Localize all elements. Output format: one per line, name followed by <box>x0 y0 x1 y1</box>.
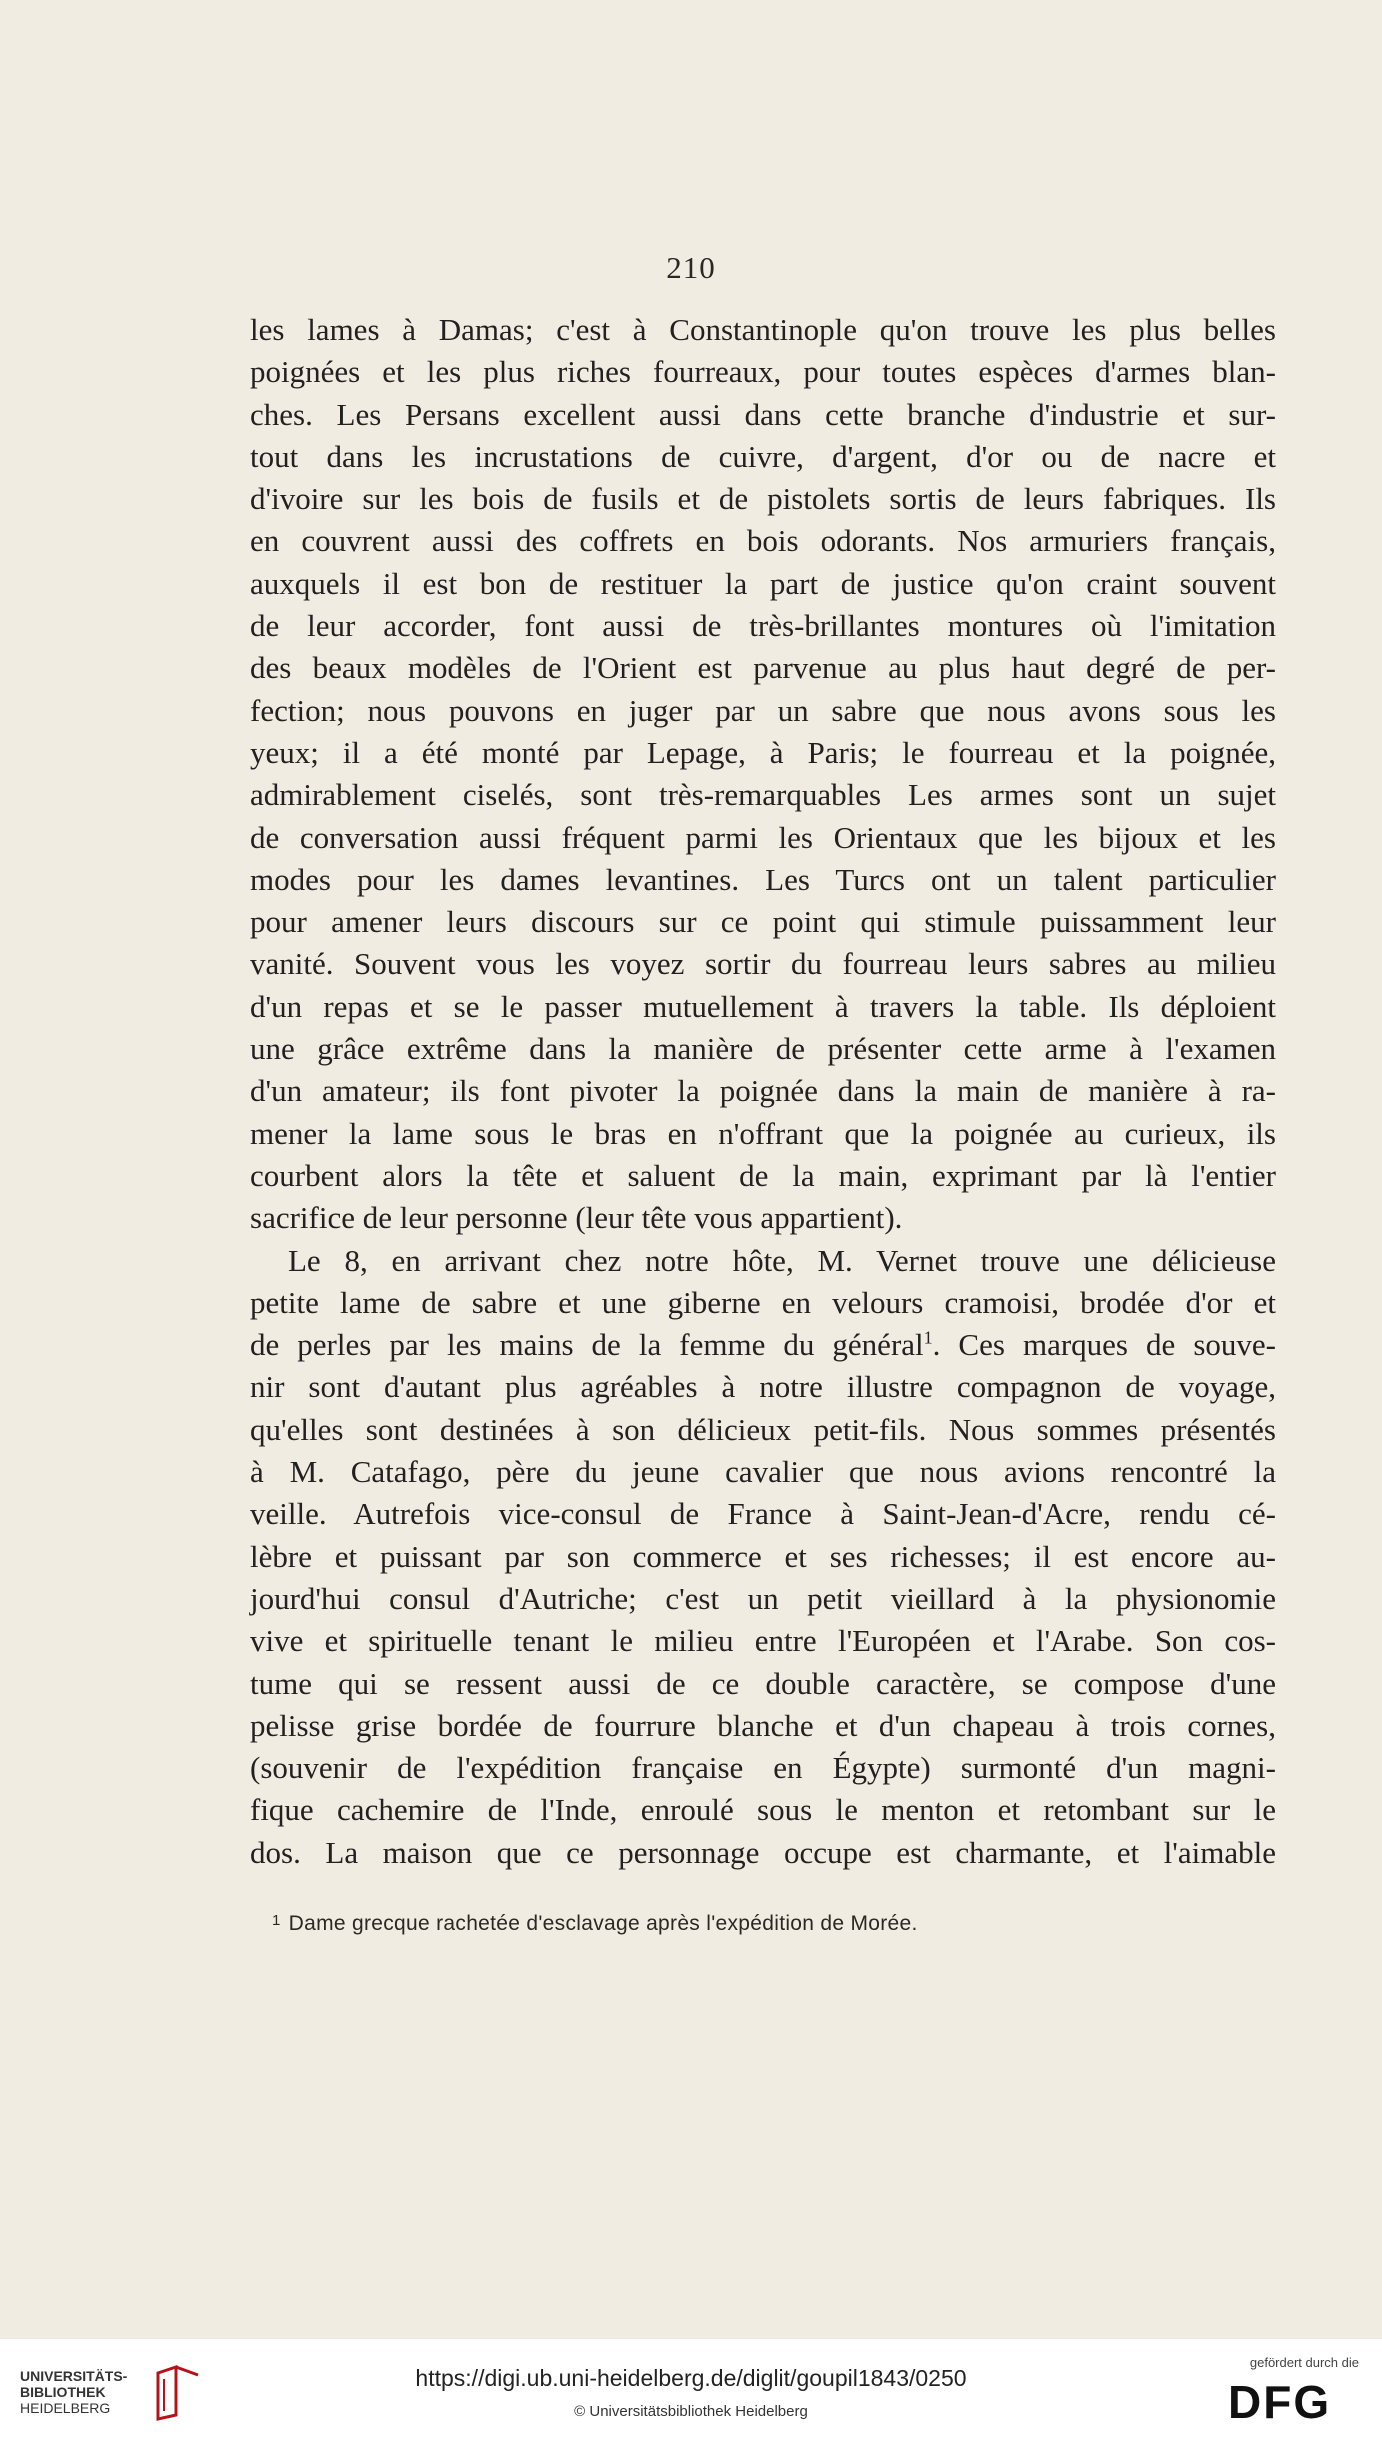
funding-caption: gefördert durch die <box>1249 2355 1359 2370</box>
text-line: de leur accorder, font aussi de très-brillantes montures où l'imitation <box>250 608 1276 644</box>
library-name-line: HEIDELBERG <box>20 2400 111 2416</box>
text-line: fique cachemire de l'Inde, enroulé sous le menton et retombant sur le <box>250 1792 1276 1828</box>
text-line: poignées et les plus riches fourreaux, pour toutes espèces d'armes blan- <box>250 354 1276 390</box>
library-name-line: UNIVERSITÄTS- <box>20 2368 128 2384</box>
body-text <box>250 309 1276 1874</box>
footnote-mark: 1 <box>272 1912 281 1929</box>
text-line: veille. Autrefois vice-consul de France à Saint-Jean-d'Acre, rendu cé- <box>250 1496 1276 1532</box>
text-line: à M. Catafago, père du jeune cavalier que nous avions rencontré la <box>250 1454 1276 1490</box>
footnote-reference: 1 <box>923 1327 933 1348</box>
text-line: pelisse grise bordée de fourrure blanche et d'un chapeau à trois cornes, <box>250 1707 1276 1743</box>
text-line: (souvenir de l'expédition française en Égypte) surmonté d'un magni- <box>250 1750 1276 1786</box>
dfg-logo: DFG <box>1228 2376 1332 2428</box>
text-line: modes pour les dames levantines. Les Turcs ont un talent particulier <box>250 861 1276 897</box>
text-line: d'ivoire sur les bois de fusils et de pistolets sortis de leurs fabriques. Ils <box>250 481 1276 517</box>
text-line: courbent alors la tête et saluent de la main, exprimant par là l'entier <box>250 1157 1276 1193</box>
copyright-notice: © Universitätsbibliothek Heidelberg <box>574 2403 808 2420</box>
footnote <box>272 1912 1272 1936</box>
text-line: sacrifice de leur personne (leur tête vous appartient). <box>250 1200 903 1236</box>
text-line: mener la lame sous le bras en n'offrant que la poignée au curieux, ils <box>250 1115 1276 1151</box>
text-line: tout dans les incrustations de cuivre, d'argent, d'or ou de nacre et <box>250 438 1276 474</box>
text-line: auxquels il est bon de restituer la part de justice qu'on craint souvent <box>250 565 1276 601</box>
text-line: nir sont d'autant plus agréables à notre illustre compagnon de voyage, <box>250 1369 1276 1405</box>
text-line: yeux; il a été monté par Lepage, à Paris; le fourreau et la poignée, <box>250 734 1276 770</box>
page-number: 210 <box>666 250 716 285</box>
text-line: jourd'hui consul d'Autriche; c'est un petit vieillard à la physionomie <box>250 1580 1276 1616</box>
text-line: admirablement ciselés, sont très-remarquables Les armes sont un sujet <box>250 777 1276 813</box>
viewer-footer <box>0 2338 1382 2442</box>
text-segment: de perles par les mains de la femme du général <box>250 1327 924 1363</box>
text-line: de conversation aussi fréquent parmi les Orientaux que les bijoux et les <box>250 819 1276 855</box>
text-line: vive et spirituelle tenant le milieu entre l'Européen et l'Arabe. Son cos- <box>250 1623 1276 1659</box>
text-line: fection; nous pouvons en juger par un sabre que nous avons sous les <box>250 692 1276 728</box>
text-line: des beaux modèles de l'Orient est parvenue au plus haut degré de per- <box>250 650 1276 686</box>
library-name-line: BIBLIOTHEK <box>20 2384 106 2400</box>
text-line: ches. Les Persans excellent aussi dans cette branche d'industrie et sur- <box>250 396 1276 432</box>
text-segment: . Ces marques de souve- <box>932 1327 1276 1363</box>
text-line-with-footnote <box>250 1324 1276 1366</box>
text-line: petite lame de sabre et une giberne en velours cramoisi, brodée d'or et <box>250 1284 1276 1320</box>
footnote-text: Dame grecque rachetée d'esclavage après l'expédition de Morée. <box>288 1912 918 1935</box>
text-line: les lames à Damas; c'est à Constantinople qu'on trouve les plus belles <box>250 312 1276 347</box>
text-line: tume qui se ressent aussi de ce double caractère, se compose d'une <box>250 1665 1276 1701</box>
dfg-badge[interactable] <box>1224 2355 1369 2435</box>
text-line: une grâce extrême dans la manière de présenter cette arme à l'examen <box>250 1031 1276 1067</box>
text-line: d'un repas et se le passer mutuellement à travers la table. Ils déploient <box>250 988 1276 1024</box>
text-line: pour amener leurs discours sur ce point qui stimule puissamment leur <box>250 904 1276 940</box>
text-line: dos. La maison que ce personnage occupe est charmante, et l'aimable <box>250 1834 1276 1870</box>
text-line: en couvrent aussi des coffrets en bois odorants. Nos armuriers français, <box>250 523 1276 559</box>
text-line: Le 8, en arrivant chez notre hôte, M. Vernet trouve une délicieuse <box>288 1242 1276 1278</box>
text-line: d'un amateur; ils font pivoter la poignée dans la main de manière à ra- <box>250 1073 1276 1109</box>
text-line: lèbre et puissant par son commerce et ses richesses; il est encore au- <box>250 1538 1276 1574</box>
text-line: qu'elles sont destinées à son délicieux petit-fils. Nous sommes présentés <box>250 1411 1276 1447</box>
text-line: vanité. Souvent vous les voyez sortir du fourreau leurs sabres au milieu <box>250 946 1276 982</box>
permalink-url[interactable]: https://digi.ub.uni-heidelberg.de/diglit/goupil1843/0250 <box>415 2365 967 2391</box>
